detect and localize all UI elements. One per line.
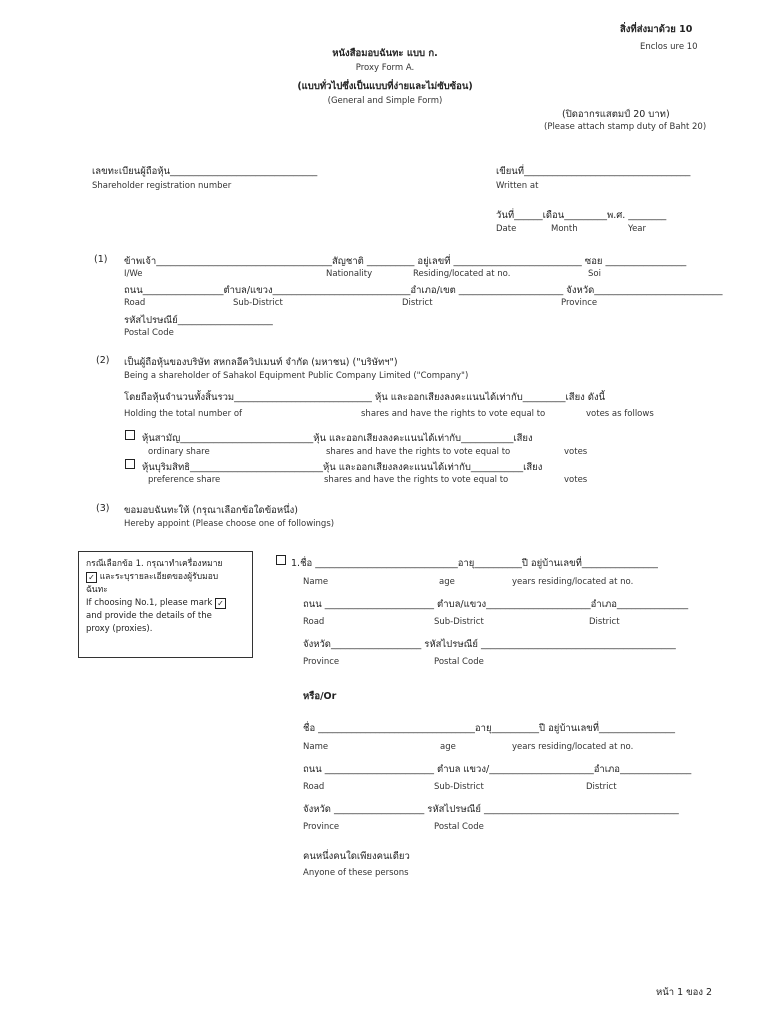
proxy-1-postal-label: Postal Code [434, 657, 484, 667]
anyone-note-th: คนหนึ่งคนใดเพียงคนเดียว [303, 851, 410, 862]
proxy-1-name-label: Name [303, 577, 329, 587]
shareholder-of-company-th: เป็นผู้ถือหุ้นของบริษัท สหกลอีควิปเมนท์ จำกัด (มหาชน) ("บริษัทฯ") [124, 357, 398, 368]
proxy-1-years-label: years residing/located at no. [512, 577, 634, 587]
note-line-4: If choosing No.1, please mark [86, 598, 213, 608]
proxy-1-road-label: Road [303, 617, 325, 627]
proxy-2-age-label: age [440, 742, 456, 752]
postal-code-field[interactable]: รหัสไปรษณีย์____________________ [124, 315, 273, 326]
proxy-1-age-label: age [439, 577, 455, 587]
preference-share-label-en: preference share [148, 475, 221, 485]
note-line-1: กรณีเลือกข้อ 1. กรุณาทำเครื่องหมาย [86, 559, 223, 569]
total-shares-label-en: Holding the total number of [124, 409, 243, 419]
shareholder-reg-field[interactable]: เลขทะเบียนผู้ถือหุ้น_______________________________ [92, 166, 318, 177]
ordinary-share-checkbox[interactable] [125, 430, 135, 440]
note-line-5: and provide the details of the [86, 611, 212, 621]
preference-share-rights-en: shares and have the rights to vote equal to [324, 475, 509, 485]
appoint-heading-th: ขอมอบฉันทะให้ (กรุณาเลือกข้อใดข้อหนึ่ง) [124, 505, 298, 516]
soi-label: Soi [588, 269, 601, 279]
residing-label: Residing/located at no. [413, 269, 511, 279]
total-votes-label-en: votes as follows [586, 409, 654, 419]
nationality-label: Nationality [326, 269, 373, 279]
date-label-en: Date [496, 224, 517, 234]
proxy-1-address-row[interactable]: ถนน _______________________ ตำบล/แขวง______________________อำเภอ_______________ [303, 599, 689, 610]
instruction-note-box [78, 551, 253, 658]
ordinary-votes-label-en: votes [564, 447, 588, 457]
proxy-2-subdistrict-label: Sub-District [434, 782, 484, 792]
or-separator: หรือ/Or [303, 691, 337, 702]
proxy-2-postal-label: Postal Code [434, 822, 484, 832]
postal-code-label: Postal Code [124, 328, 174, 338]
note-line-6: proxy (proxies). [86, 624, 153, 634]
written-at-field[interactable]: เขียนที่___________________________________ [496, 166, 691, 177]
enclosure-en: Enclos ure 10 [640, 42, 698, 52]
total-shares-rights-en: shares and have the rights to vote equal to [361, 409, 546, 419]
proxy-1-province-label: Province [303, 657, 340, 667]
anyone-note-en: Anyone of these persons [303, 868, 409, 878]
year-label-en: Year [628, 224, 646, 234]
stamp-note-th: (ปิดอากรแสตมป์ 20 บาท) [562, 109, 670, 120]
district-label: District [402, 298, 433, 308]
month-label-en: Month [551, 224, 578, 234]
written-at-label-en: Written at [496, 181, 539, 191]
section-1-address-row[interactable]: ถนน_________________ตำบล/แขวง_____________________________อำเภอ/เขต ______________________ จังหวัด___________________________ [124, 285, 723, 296]
proxy-2-name-label: Name [303, 742, 329, 752]
section-3-number: (3) [96, 503, 110, 514]
note-line-3: ฉันทะ [86, 585, 108, 595]
iwe-label: I/We [124, 269, 143, 279]
note-line-2-wrap [86, 571, 246, 584]
preference-votes-label-en: votes [564, 475, 588, 485]
form-subtitle-en: (General and Simple Form) [327, 96, 443, 106]
form-title-th: หนังสือมอบฉันทะ แบบ ก. [332, 48, 438, 59]
sub-district-label: Sub-District [233, 298, 283, 308]
proxy-1-district-label: District [589, 617, 620, 627]
preference-share-checkbox[interactable] [125, 459, 135, 469]
proxy-2-province-row[interactable]: จังหวัด ___________________ รหัสไปรษณีย์ _________________________________________ [303, 804, 679, 815]
proxy-1-name-row[interactable]: 1.ชื่อ ______________________________อายุ__________ปี อยู่บ้านเลขที่________________ [291, 558, 658, 569]
section-2-number: (2) [96, 355, 110, 366]
road-label: Road [124, 298, 146, 308]
section-1-number: (1) [94, 254, 108, 265]
check-mark-icon: ✓ [86, 572, 97, 583]
date-field[interactable]: วันที่______เดือน_________พ.ศ. ________ [496, 210, 667, 221]
enclosure-th: สิ่งที่ส่งมาด้วย 10 [620, 24, 693, 35]
proxy-2-name-row[interactable]: ชื่อ _________________________________อายุ__________ปี อยู่บ้านเลขที่________________ [303, 723, 676, 734]
proxy-2-years-label: years residing/located at no. [512, 742, 634, 752]
ordinary-share-label-en: ordinary share [148, 447, 210, 457]
proxy-2-province-label: Province [303, 822, 340, 832]
shareholder-reg-label-en: Shareholder registration number [92, 181, 232, 191]
proxy-1-subdistrict-label: Sub-District [434, 617, 484, 627]
form-subtitle-th: (แบบทั่วไปซึ่งเป็นแบบที่ง่ายและไม่ซับซ้อน) [297, 81, 473, 92]
note-line-4-wrap [86, 597, 246, 610]
proxy-2-road-label: Road [303, 782, 325, 792]
page-number: หน้า 1 ของ 2 [656, 987, 713, 998]
proxy-2-district-label: District [586, 782, 617, 792]
note-line-2: และระบุรายละเอียดของผู้รับมอบ [99, 572, 219, 582]
total-shares-row[interactable]: โดยถือหุ้นจำนวนทั้งสิ้นรวม_____________________________ หุ้น และออกเสียงลงคะแนนได้เท่ากับ_________เสียง ดังนี้ [124, 392, 606, 403]
ordinary-share-rights-en: shares and have the rights to vote equal to [326, 447, 511, 457]
preference-share-row[interactable]: หุ้นบุริมสิทธิ____________________________หุ้น และออกเสียงลงคะแนนได้เท่ากับ___________เสียง [142, 462, 543, 473]
check-mark-icon: ✓ [215, 598, 226, 609]
form-title-en: Proxy Form A. [355, 63, 415, 73]
proxy-1-checkbox[interactable] [276, 555, 286, 565]
section-1-name-row[interactable]: ข้าพเจ้า_____________________________________สัญชาติ __________ อยู่เลขที่ ___________________________ ซอย _________________ [124, 256, 687, 267]
proxy-1-province-row[interactable]: จังหวัด___________________ รหัสไปรษณีย์ _________________________________________ [303, 639, 676, 650]
province-label: Province [561, 298, 598, 308]
appoint-heading-en: Hereby appoint (Please choose one of followings) [124, 519, 335, 529]
ordinary-share-row[interactable]: หุ้นสามัญ____________________________หุ้น และออกเสียงลงคะแนนได้เท่ากับ___________เสียง [142, 433, 533, 444]
stamp-note-en: (Please attach stamp duty of Baht 20) [544, 122, 707, 132]
proxy-2-address-row[interactable]: ถนน _______________________ ตำบล แขวง/______________________อำเภอ_______________ [303, 764, 692, 775]
shareholder-of-company-en: Being a shareholder of Sahakol Equipment Public Company Limited ("Company") [124, 371, 469, 381]
